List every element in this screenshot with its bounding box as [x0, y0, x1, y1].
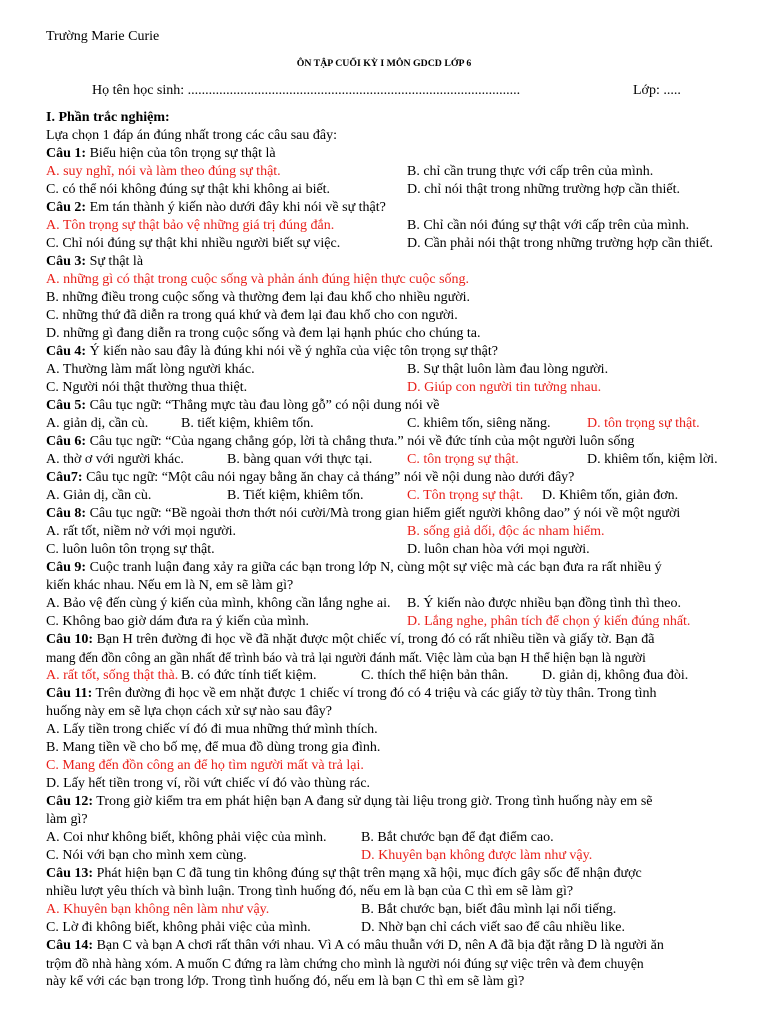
q2-option-b: B. Chỉ cần nói đúng sự thật với cấp trên của mình. — [407, 218, 690, 233]
q7-option-a: A. Giản dị, cần cù. — [46, 488, 152, 503]
q11-option-a: A. Lấy tiền trong chiếc ví đó đi mua những thứ mình thích. — [46, 722, 378, 737]
section-heading: I. Phần trắc nghiệm: — [46, 110, 170, 125]
q4-option-d: D. Giúp con người tin tưởng nhau. — [407, 380, 602, 395]
section-instruction: Lựa chọn 1 đáp án đúng nhất trong các câu sau đây: — [46, 128, 337, 143]
q8-option-d: D. luôn chan hòa với mọi người. — [407, 542, 590, 557]
q9-option-b: B. Ý kiến nào được nhiều bạn đồng tình thì theo. — [407, 596, 681, 611]
q7-option-b: B. Tiết kiệm, khiêm tốn. — [227, 488, 364, 503]
q2-option-a: A. Tôn trọng sự thật bảo vệ những giá trị đúng đắn. — [46, 218, 335, 233]
q4-option-a: A. Thường làm mất lòng người khác. — [46, 362, 255, 377]
q9-option-d: D. Lắng nghe, phân tích để chọn ý kiến đúng nhất. — [407, 614, 691, 629]
q3-option-a: A. những gì có thật trong cuộc sống và phản ánh đúng hiện thực cuộc sống. — [46, 272, 470, 287]
question-1: Câu 1: Biểu hiện của tôn trọng sự thật là — [46, 146, 276, 161]
q1-option-b: B. chỉ cần trung thực với cấp trên của mình. — [407, 164, 654, 179]
q10-option-a: A. rất tốt, sống thật thà. — [46, 668, 179, 683]
question-9: Câu 9: Cuộc tranh luận đang xảy ra giữa các bạn trong lớp N, cùng một sự việc mà các bạn đưa ra rất nhiều ý — [46, 560, 662, 575]
q3-option-d: D. những gì đang diễn ra trong cuộc sống và đem lại hạnh phúc cho chúng ta. — [46, 326, 481, 341]
question-14-cont-2: này kể với các bạn trong lớp. Trong tình huống đó, nếu em là bạn C thì em sẽ làm gì? — [46, 974, 525, 989]
question-11-cont: huống này em sẽ lựa chọn cách xử sự nào sau đây? — [46, 704, 332, 719]
q10-option-c: C. thích thể hiện bản thân. — [361, 668, 509, 683]
q4-option-c: C. Người nói thật thường thua thiệt. — [46, 380, 248, 395]
q6-option-c: C. tôn trọng sự thật. — [407, 452, 519, 467]
q13-option-a: A. Khuyên bạn không nên làm như vậy. — [46, 902, 270, 917]
class-field: Lớp: ..... — [633, 83, 681, 98]
q7-option-d: D. Khiêm tốn, giản đơn. — [542, 488, 679, 503]
q1-option-c: C. có thể nói không đúng sự thật khi không ai biết. — [46, 182, 331, 197]
q8-option-a: A. rất tốt, niềm nở với mọi người. — [46, 524, 237, 539]
q10-option-d: D. giản dị, không đua đòi. — [542, 668, 689, 683]
question-14: Câu 14: Bạn C và bạn A chơi rất thân với nhau. Vì A có mâu thuẫn với D, nên A đã bịa đặt rằng D là người ăn — [46, 938, 664, 953]
q11-option-b: B. Mang tiền về cho bố mẹ, để mua đồ dùng trong gia đình. — [46, 740, 381, 755]
school-name: Trường Marie Curie — [46, 29, 160, 44]
q12-option-b: B. Bắt chước bạn để đạt điểm cao. — [361, 830, 554, 845]
question-3: Câu 3: Sự thật là — [46, 254, 144, 269]
q9-option-c: C. Không bao giờ dám đưa ra ý kiến của mình. — [46, 614, 310, 629]
q13-option-c: C. Lờ đi không biết, không phải việc của mình. — [46, 920, 311, 935]
q4-option-b: B. Sự thật luôn làm đau lòng người. — [407, 362, 609, 377]
question-9-cont: kiến khác nhau. Nếu em là N, em sẽ làm gì? — [46, 578, 294, 593]
student-name-field: Họ tên học sinh: ............................................................................................... — [92, 83, 521, 98]
q5-option-a: A. giản dị, cần cù. — [46, 416, 149, 431]
question-8: Câu 8: Câu tục ngữ: “Bề ngoài thơn thớt nói cười/Mà trong gian hiểm giết người không dao” ý nói về một người — [46, 506, 681, 521]
q6-option-a: A. thờ ơ với người khác. — [46, 452, 184, 467]
q8-option-c: C. luôn luôn tôn trọng sự thật. — [46, 542, 215, 557]
q10-option-b: B. có đức tính tiết kiệm. — [181, 668, 317, 683]
q12-option-a: A. Coi như không biết, không phải việc của mình. — [46, 830, 327, 845]
question-2: Câu 2: Em tán thành ý kiến nào dưới đây khi nói về sự thật? — [46, 200, 386, 215]
q6-option-d: D. khiêm tốn, kiệm lời. — [587, 452, 718, 467]
q7-option-c: C. Tôn trọng sự thật. — [407, 488, 524, 503]
question-14-cont-1: trộm đồ nhà hàng xóm. A muốn C đứng ra làm chứng cho mình là người nói đúng sự việc trên và đem chuyện — [46, 956, 644, 971]
question-12-cont: làm gì? — [46, 812, 88, 827]
question-10: Câu 10: Bạn H trên đường đi học về đã nhặt được một chiếc ví, trong đó có rất nhiều tiền và giấy tờ. Bạn đã — [46, 632, 655, 647]
q1-option-a: A. suy nghĩ, nói và làm theo đúng sự thật. — [46, 164, 281, 179]
q9-option-a: A. Bảo vệ đến cùng ý kiến của mình, không cần lắng nghe ai. — [46, 596, 391, 611]
q5-option-d: D. tôn trọng sự thật. — [587, 416, 700, 431]
question-11: Câu 11: Trên đường đi học về em nhặt được 1 chiếc ví trong đó có 4 triệu và các giấy tờ tùy thân. Trong tình — [46, 686, 657, 701]
question-12: Câu 12: Trong giờ kiểm tra em phát hiện bạn A đang sử dụng tài liệu trong giờ. Trong tình huống này em sẽ — [46, 794, 653, 809]
q13-option-b: B. Bắt chước bạn, biết đâu mình lại nổi tiếng. — [361, 902, 617, 917]
question-13: Câu 13: Phát hiện bạn C đã tung tin không đúng sự thật trên mạng xã hội, mục đích gây sốc để nhận được — [46, 866, 642, 881]
q5-option-c: C. khiêm tốn, siêng năng. — [407, 416, 551, 431]
q2-option-d: D. Cần phải nói thật trong những trường hợp cần thiết. — [407, 236, 714, 251]
q5-option-b: B. tiết kiệm, khiêm tốn. — [181, 416, 314, 431]
q3-option-c: C. những thứ đã diễn ra trong quá khứ và đem lại đau khổ cho con người. — [46, 308, 458, 323]
document-title: ÔN TẬP CUỐI KỲ I MÔN GDCD LỚP 6 — [296, 58, 472, 69]
question-10-cont: mang đến đồn công an gần nhất để trình báo và trả lại người đánh mất. Việc làm của bạn H thể hiện bạn là người — [46, 650, 646, 665]
question-4: Câu 4: Ý kiến nào sau đây là đúng khi nói về ý nghĩa của việc tôn trọng sự thật? — [46, 344, 498, 359]
q13-option-d: D. Nhờ bạn chỉ cách viết sao để câu nhiều like. — [361, 920, 625, 935]
q1-option-d: D. chỉ nói thật trong những trường hợp cần thiết. — [407, 182, 680, 197]
question-5: Câu 5: Câu tục ngữ: “Thẳng mực tàu đau lòng gỗ” có nội dung nói về — [46, 398, 440, 413]
q12-option-d: D. Khuyên bạn không được làm như vậy. — [361, 848, 593, 863]
q8-option-b: B. sống giả dối, độc ác nham hiểm. — [407, 524, 605, 539]
q12-option-c: C. Nói với bạn cho mình xem cùng. — [46, 848, 247, 863]
question-6: Câu 6: Câu tục ngữ: “Của ngang chẳng góp, lời tà chẳng thưa.” nói về đức tính của một người luôn sống — [46, 434, 635, 449]
q2-option-c: C. Chỉ nói đúng sự thật khi nhiều người biết sự việc. — [46, 236, 341, 251]
q11-option-c: C. Mang đến đồn công an để họ tìm người mất và trả lại. — [46, 758, 364, 773]
q6-option-b: B. bàng quan với thực tại. — [227, 452, 373, 467]
q3-option-b: B. những điều trong cuộc sống và thường đem lại đau khổ cho nhiều người. — [46, 290, 471, 305]
question-13-cont: nhiều lượt yêu thích và bình luận. Trong tình huống đó, nếu em là bạn của C thì em sẽ làm gì? — [46, 884, 574, 899]
q11-option-d: D. Lấy hết tiền trong ví, rồi vứt chiếc ví đó vào thùng rác. — [46, 776, 371, 791]
question-7: Câu7: Câu tục ngữ: “Một câu nói ngay bằng ăn chay cả tháng” nói về nội dung nào dưới đây? — [46, 470, 575, 485]
